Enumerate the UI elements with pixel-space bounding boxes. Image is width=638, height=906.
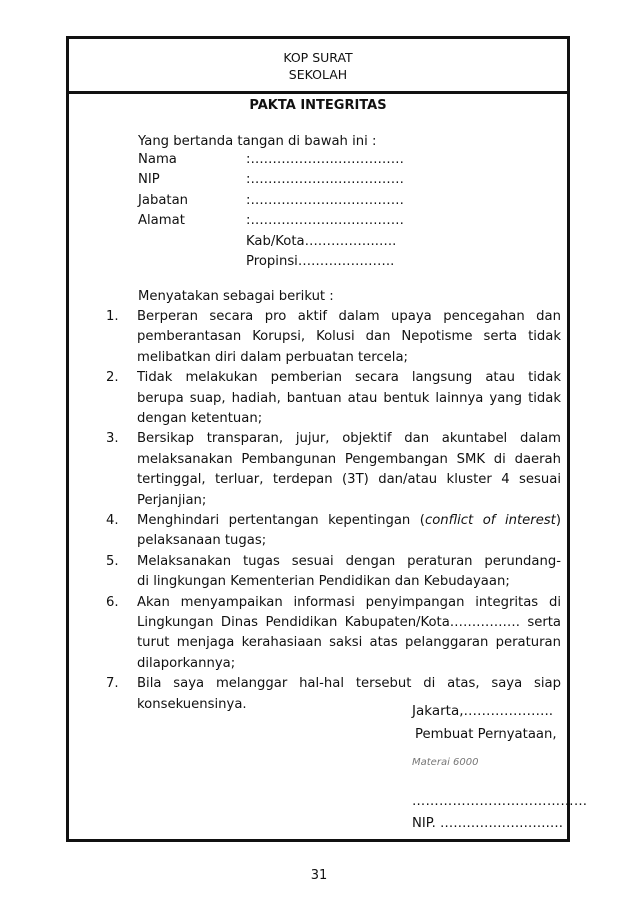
item-text: Menghindari pertentangan kepentingan (conflict of interest) pelaksanaan tugas; — [137, 513, 561, 549]
item-text: Berperan secara pro aktif dalam upaya pencegahan dan pemberantasan Korupsi, Kolusi dan Nepotisme serta tidak melibatkan diri dalam perbuatan tercela; — [137, 309, 561, 365]
item-number: 5. — [106, 553, 119, 569]
item-number: 6. — [106, 594, 119, 610]
letterhead-line2: SEKOLAH — [288, 67, 348, 82]
signature-place-date: Jakarta,……………….. — [412, 703, 554, 719]
item-text: Akan menyampaikan informasi penyimpangan integritas di Lingkungan Dinas Pendidikan Kabupaten/Kota……………. serta turut menjaga kerahasiaan saksi atas pelanggaran peraturan dilaporkannya; — [137, 594, 561, 671]
signature-nip: NIP. ………………………. — [412, 816, 563, 831]
field-label: NIP — [138, 172, 160, 188]
field-label: Nama — [138, 152, 177, 167]
item-text: Bila saya melanggar hal-hal tersebut di atas, saya siap konsekuensinya. — [137, 676, 561, 712]
item-number: 1. — [106, 309, 119, 324]
materai-label: Materai 6000 — [412, 757, 479, 768]
item-number: 3. — [106, 431, 119, 447]
item-text: Melaksanakan tugas sesuai dengan peraturan perundang- di lingkungan Kementerian Pendidikan dan Kebudayaan; — [137, 553, 561, 590]
document-title: PAKTA INTEGRITAS — [249, 98, 387, 113]
page-number: 31 — [310, 868, 328, 883]
item-text: Bersikap transparan, jujur, objektif dan akuntabel dalam melaksanakan Pembangunan Pengembangan SMK di daerah tertinggal, terluar, terdepan (3T) dan/atau kluster 4 sesuai Perjanjian; — [137, 431, 561, 508]
field-value: Propinsi…………………. — [246, 254, 395, 269]
field-value: :………………..…………… — [246, 213, 404, 229]
field-label: Jabatan — [138, 192, 189, 208]
field-label: Alamat — [138, 213, 185, 229]
field-value: :………………..…………… — [246, 192, 404, 208]
signature-role: Pembuat Pernyataan, — [415, 727, 557, 742]
item-number: 2. — [106, 370, 119, 386]
item-text: Tidak melakukan pemberian secara langsung atau tidak berupa suap, hadiah, bantuan atau bentuk lainnya yang tidak dengan ketentuan; — [137, 370, 561, 426]
field-value: Kab/Kota……………..…. — [246, 233, 397, 249]
statement-intro: Menyatakan sebagai berikut : — [138, 289, 334, 304]
field-value: :………………..…………… — [246, 152, 404, 167]
intro-text: Yang bertanda tangan di bawah ini : — [138, 134, 377, 149]
item-number: 7. — [106, 676, 119, 692]
item-number: 4. — [106, 513, 119, 528]
letterhead-line1: KOP SURAT — [283, 50, 353, 65]
signature-name-line: ………………………………… — [412, 794, 588, 809]
page-frame — [66, 36, 588, 842]
field-value: :………………..…………… — [246, 172, 404, 188]
letterhead-box — [69, 39, 567, 94]
